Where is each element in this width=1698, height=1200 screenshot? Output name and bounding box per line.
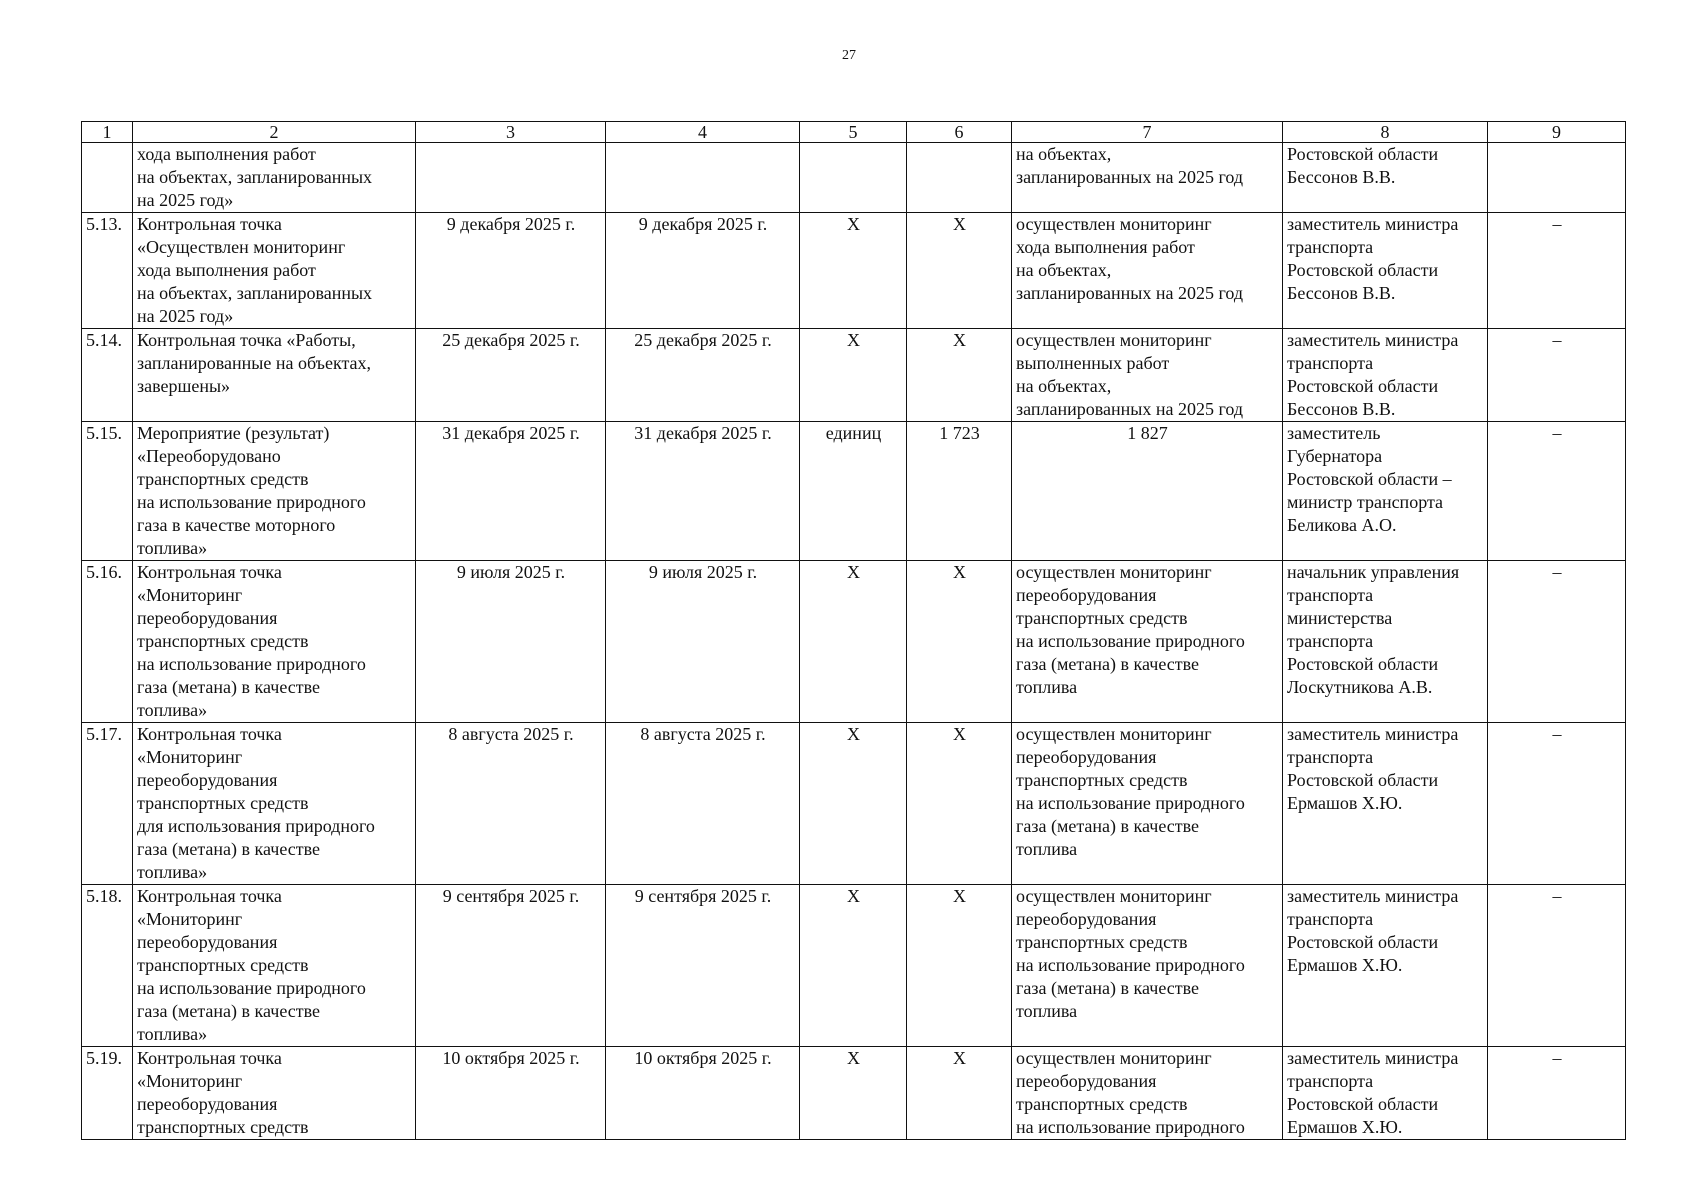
start-date-cell: 9 июля 2025 г. — [416, 561, 606, 723]
unit-cell: Х — [800, 723, 907, 885]
base-value-cell: Х — [907, 1047, 1012, 1140]
responsible-person-cell: заместитель министра транспорта Ростовской области Ермашов Х.Ю. — [1283, 1047, 1488, 1140]
event-name-cell: Контрольная точка «Работы, запланированные на объектах, завершены» — [133, 329, 416, 422]
end-date-cell: 8 августа 2025 г. — [606, 723, 800, 885]
base-value-cell: Х — [907, 213, 1012, 329]
column-header: 7 — [1012, 122, 1283, 143]
result-description-cell: осуществлен мониторинг выполненных работ на объектах, запланированных на 2025 год — [1012, 329, 1283, 422]
table-body — [82, 143, 1626, 1140]
result-description-cell: осуществлен мониторинг переоборудования транспортных средств на использование природного газа (метана) в качестве топлива — [1012, 885, 1283, 1047]
start-date-cell: 25 декабря 2025 г. — [416, 329, 606, 422]
note-cell: – — [1488, 1047, 1626, 1140]
end-date-cell: 10 октября 2025 г. — [606, 1047, 800, 1140]
responsible-person-cell: заместитель министра транспорта Ростовской области Ермашов Х.Ю. — [1283, 723, 1488, 885]
column-header: 9 — [1488, 122, 1626, 143]
start-date-cell: 10 октября 2025 г. — [416, 1047, 606, 1140]
page-number: 27 — [842, 48, 856, 63]
unit-cell — [800, 143, 907, 213]
base-value-cell: Х — [907, 723, 1012, 885]
start-date-cell: 9 сентября 2025 г. — [416, 885, 606, 1047]
note-cell: – — [1488, 213, 1626, 329]
end-date-cell: 25 декабря 2025 г. — [606, 329, 800, 422]
column-header: 3 — [416, 122, 606, 143]
event-name-cell: Контрольная точка «Мониторинг переоборудования транспортных средств — [133, 1047, 416, 1140]
plan-table — [81, 121, 1626, 1140]
note-cell — [1488, 143, 1626, 213]
column-header: 2 — [133, 122, 416, 143]
column-header: 6 — [907, 122, 1012, 143]
responsible-person-cell: заместитель министра транспорта Ростовской области Ермашов Х.Ю. — [1283, 885, 1488, 1047]
base-value-cell: Х — [907, 561, 1012, 723]
row-number-cell: 5.16. — [82, 561, 133, 723]
note-cell: – — [1488, 561, 1626, 723]
responsible-person-cell: заместитель министра транспорта Ростовской области Бессонов В.В. — [1283, 329, 1488, 422]
row-number-cell: 5.19. — [82, 1047, 133, 1140]
table-row — [82, 329, 1626, 422]
event-name-cell: Контрольная точка «Осуществлен мониторинг хода выполнения работ на объектах, запланированных на 2025 год» — [133, 213, 416, 329]
row-number-cell: 5.13. — [82, 213, 133, 329]
unit-cell: единиц — [800, 422, 907, 561]
table-row — [82, 143, 1626, 213]
start-date-cell — [416, 143, 606, 213]
start-date-cell: 9 декабря 2025 г. — [416, 213, 606, 329]
note-cell: – — [1488, 723, 1626, 885]
responsible-person-cell: заместитель Губернатора Ростовской области – министр транспорта Беликова А.О. — [1283, 422, 1488, 561]
responsible-person-cell: начальник управления транспорта министерства транспорта Ростовской области Лоскутникова А.В. — [1283, 561, 1488, 723]
start-date-cell: 31 декабря 2025 г. — [416, 422, 606, 561]
row-number-cell — [82, 143, 133, 213]
table-row — [82, 213, 1626, 329]
base-value-cell: Х — [907, 885, 1012, 1047]
event-name-cell: Контрольная точка «Мониторинг переоборудования транспортных средств для использования природного газа (метана) в качестве топлива» — [133, 723, 416, 885]
note-cell: – — [1488, 885, 1626, 1047]
unit-cell: Х — [800, 1047, 907, 1140]
base-value-cell — [907, 143, 1012, 213]
unit-cell: Х — [800, 329, 907, 422]
result-description-cell: осуществлен мониторинг переоборудования транспортных средств на использование природного газа (метана) в качестве топлива — [1012, 561, 1283, 723]
table-row — [82, 422, 1626, 561]
result-description-cell: осуществлен мониторинг переоборудования транспортных средств на использование природного газа (метана) в качестве топлива — [1012, 723, 1283, 885]
base-value-cell: Х — [907, 329, 1012, 422]
event-name-cell: Мероприятие (результат) «Переоборудовано транспортных средств на использование природного газа в качестве моторного топлива» — [133, 422, 416, 561]
note-cell: – — [1488, 422, 1626, 561]
column-number-row — [82, 122, 1626, 143]
result-description-cell: 1 827 — [1012, 422, 1283, 561]
table-row — [82, 561, 1626, 723]
start-date-cell: 8 августа 2025 г. — [416, 723, 606, 885]
row-number-cell: 5.18. — [82, 885, 133, 1047]
end-date-cell: 9 сентября 2025 г. — [606, 885, 800, 1047]
responsible-person-cell: Ростовской области Бессонов В.В. — [1283, 143, 1488, 213]
end-date-cell: 31 декабря 2025 г. — [606, 422, 800, 561]
table-row — [82, 1047, 1626, 1140]
end-date-cell: 9 декабря 2025 г. — [606, 213, 800, 329]
row-number-cell: 5.15. — [82, 422, 133, 561]
end-date-cell: 9 июля 2025 г. — [606, 561, 800, 723]
end-date-cell — [606, 143, 800, 213]
base-value-cell: 1 723 — [907, 422, 1012, 561]
note-cell: – — [1488, 329, 1626, 422]
event-name-cell: Контрольная точка «Мониторинг переоборудования транспортных средств на использование природного газа (метана) в качестве топлива» — [133, 885, 416, 1047]
column-header: 4 — [606, 122, 800, 143]
responsible-person-cell: заместитель министра транспорта Ростовской области Бессонов В.В. — [1283, 213, 1488, 329]
unit-cell: Х — [800, 213, 907, 329]
event-name-cell: Контрольная точка «Мониторинг переоборудования транспортных средств на использование природного газа (метана) в качестве топлива» — [133, 561, 416, 723]
result-description-cell: на объектах, запланированных на 2025 год — [1012, 143, 1283, 213]
result-description-cell: осуществлен мониторинг переоборудования транспортных средств на использование природного — [1012, 1047, 1283, 1140]
table-row — [82, 723, 1626, 885]
column-header: 5 — [800, 122, 907, 143]
row-number-cell: 5.14. — [82, 329, 133, 422]
event-name-cell: хода выполнения работ на объектах, запланированных на 2025 год» — [133, 143, 416, 213]
result-description-cell: осуществлен мониторинг хода выполнения работ на объектах, запланированных на 2025 год — [1012, 213, 1283, 329]
column-header: 8 — [1283, 122, 1488, 143]
table-row — [82, 885, 1626, 1047]
column-header: 1 — [82, 122, 133, 143]
unit-cell: Х — [800, 885, 907, 1047]
unit-cell: Х — [800, 561, 907, 723]
row-number-cell: 5.17. — [82, 723, 133, 885]
